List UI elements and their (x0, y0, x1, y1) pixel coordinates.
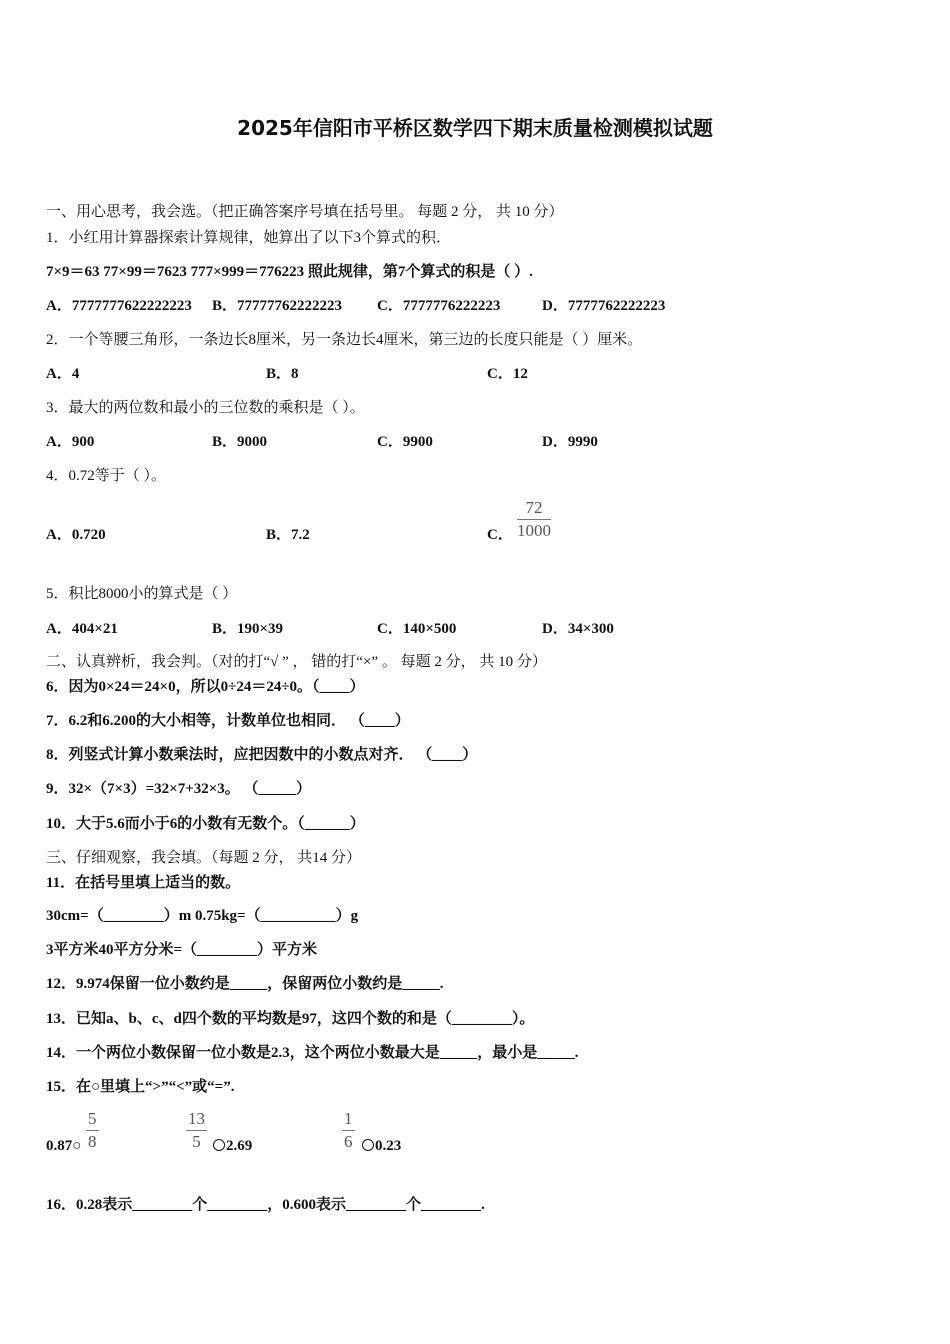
q4-option-b: B．7.2 (266, 527, 310, 543)
q2-option-b: B．8 (266, 366, 299, 382)
q1-option-a: A．7777777622222223 (46, 298, 192, 314)
q5-option-d: D．34×300 (542, 621, 614, 637)
q3-stem: 3．最大的两位数和最小的三位数的乘积是（ ）。 (46, 400, 365, 416)
q15-item1-fraction (86, 1108, 99, 1153)
q15-item3-fraction (342, 1108, 355, 1153)
q6: 6．因为0×24＝24×0，所以0÷24＝24÷0。（____） (46, 679, 365, 695)
q3-option-c: C．9900 (377, 434, 433, 450)
fraction-denominator: 8 (88, 1132, 97, 1151)
q15-item1-prefix: 0.87○ (46, 1138, 82, 1154)
compare-circle-icon (362, 1139, 374, 1151)
q1-option-c: C．7777776222223 (377, 298, 501, 314)
q5-stem: 5．积比8000小的算式是（ ） (46, 586, 238, 602)
fraction-numerator: 5 (88, 1109, 97, 1128)
q10: 10．大于5.6而小于6的小数有无数个。（______） (46, 816, 365, 832)
q3-option-a: A．900 (46, 434, 95, 450)
q11-stem: 11．在括号里填上适当的数。 (46, 875, 241, 891)
q12: 12．9.974保留一位小数约是_____，保留两位小数约是_____. (46, 976, 444, 992)
q15-item3-compare (362, 1136, 401, 1156)
fraction-numerator: 13 (188, 1109, 205, 1128)
q15-item2-fraction (186, 1108, 207, 1153)
q15-stem: 15．在○里填上“>”“<”或“=”. (46, 1079, 235, 1095)
q13: 13．已知a、b、c、d四个数的平均数是97，这四个数的和是（________）。 (46, 1011, 535, 1027)
section2-heading: 二、认真辨析，我会判。（对的打“√ ” ， 错的打“×” 。 每题 2 分， 共 10 分） (46, 654, 547, 670)
page-title: 2025年信阳市平桥区数学四下期末质量检测模拟试题 (237, 116, 713, 140)
q3-option-b: B．9000 (212, 434, 268, 450)
q5-option-b: B．190×39 (212, 621, 284, 637)
q14: 14．一个两位小数保留一位小数是2.3，这个两位小数最大是_____，最小是_____. (46, 1045, 579, 1061)
q8: 8．列竖式计算小数乘法时，应把因数中的小数点对齐． （____） (46, 747, 478, 763)
q1-option-b: B．77777762222223 (212, 298, 343, 314)
q4-option-c: C． (487, 527, 513, 543)
q4-option-a: A．0.720 (46, 527, 106, 543)
q4-option-c-fraction (517, 497, 551, 542)
q9: 9．32×（7×3）=32×7+32×3。 （_____） (46, 781, 312, 797)
q7: 7．6.2和6.200的大小相等，计数单位也相同． （____） (46, 713, 410, 729)
q4-stem: 4．0.72等于（ ）。 (46, 468, 167, 484)
fraction-denominator: 1000 (517, 521, 551, 540)
q1-line2: 7×9＝63 77×99＝7623 777×999＝776223 照此规律，第7个算式的积是（ ）. (46, 264, 533, 280)
q15-item3-value: 0.23 (375, 1138, 402, 1154)
q15-item2-value: 2.69 (226, 1138, 253, 1154)
fraction-numerator: 1 (344, 1109, 353, 1128)
section1-heading: 一、用心思考，我会选。（把正确答案序号填在括号里。 每题 2 分， 共 10 分） (46, 204, 564, 220)
q5-option-c: C．140×500 (377, 621, 457, 637)
q5-option-a: A．404×21 (46, 621, 118, 637)
q16: 16．0.28表示________个________，0.600表示________个________. (46, 1197, 485, 1213)
q11-line3: 3平方米40平方分米=（________）平方米 (46, 942, 318, 958)
q3-option-d: D．9990 (542, 434, 598, 450)
q2-option-a: A．4 (46, 366, 80, 382)
section3-heading: 三、仔细观察，我会填。（每题 2 分， 共14 分） (46, 850, 362, 866)
q2-option-c: C．12 (487, 366, 528, 382)
q11-line2: 30cm=（________）m 0.75kg=（__________）g (46, 908, 359, 924)
q15-item2-compare (213, 1136, 252, 1156)
fraction-denominator: 5 (192, 1132, 201, 1151)
q2-stem: 2．一个等腰三角形，一条边长8厘米，另一条边长4厘米，第三边的长度只能是（ ）厘米。 (46, 332, 643, 348)
q1-stem: 1．小红用计算器探索计算规律，她算出了以下3个算式的积． (46, 230, 452, 246)
fraction-denominator: 6 (344, 1132, 353, 1151)
compare-circle-icon (213, 1139, 225, 1151)
fraction-numerator: 72 (525, 498, 543, 517)
q1-option-d: D．7777762222223 (542, 298, 666, 314)
